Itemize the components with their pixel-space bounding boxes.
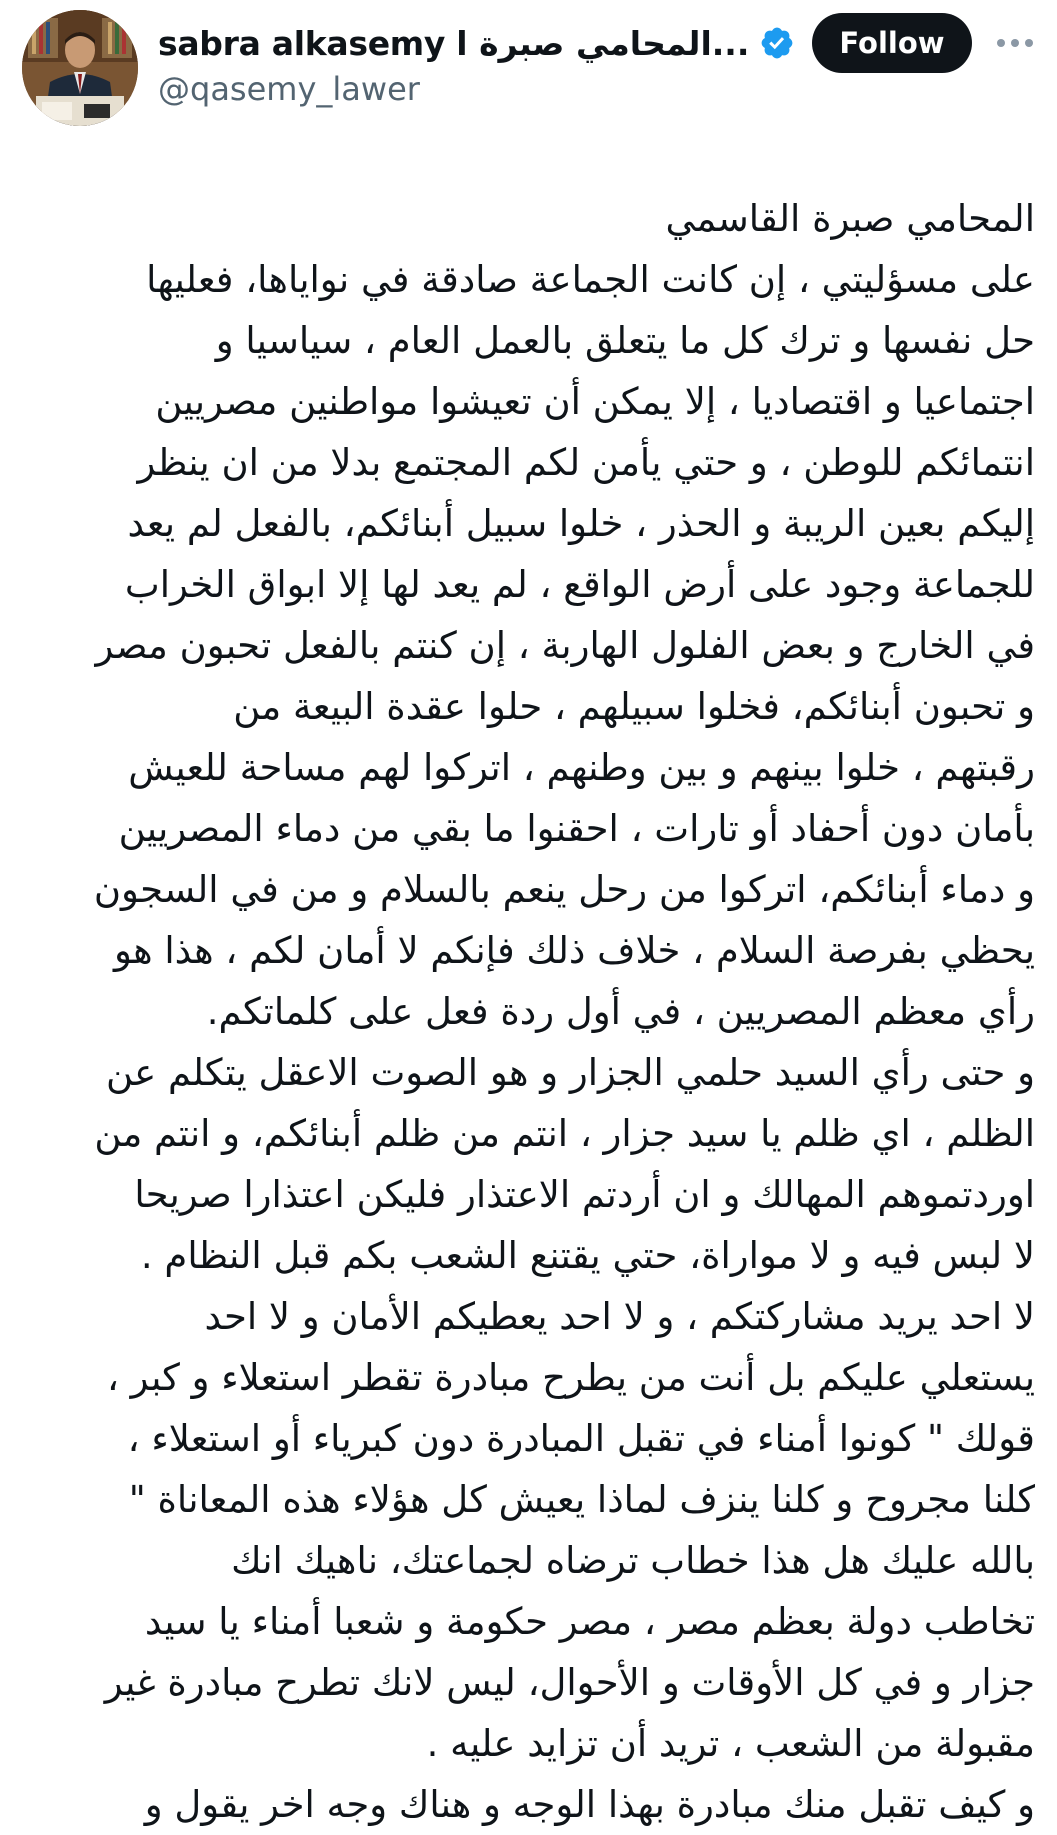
tweet-header: [0, 0, 1057, 140]
author-name-row: [158, 18, 795, 68]
tweet-line: المحامي صبرة القاسمي: [665, 197, 1035, 240]
tweet-line: الظلم ، اي ظلم يا سيد جزار ، انتم من ظلم أبنائكم، و انتم من: [94, 1112, 1035, 1155]
tweet-line: رقبتهم ، خلوا بينهم و بين وطنهم ، اتركوا لهم مساحة للعيش: [128, 746, 1035, 789]
tweet-line: حل نفسها و ترك كل ما يتعلق بالعمل العام ، سياسيا و: [215, 319, 1035, 362]
tweet-line: في الخارج و بعض الفلول الهاربة ، إن كنتم بالفعل تحبون مصر: [95, 624, 1035, 667]
tweet-line: كلنا مجروح و كلنا ينزف لماذا يعيش كل هؤلاء هذه المعاناة ": [128, 1478, 1035, 1521]
tweet-line: رأي معظم المصريين ، في أول ردة فعل على كلماتكم.: [206, 990, 1035, 1033]
tweet-line: مقبولة من الشعب ، تريد أن تزايد عليه .: [426, 1722, 1035, 1765]
tweet-line: و تحبون أبنائكم، فخلوا سبيلهم ، حلوا عقدة البيعة من: [233, 685, 1035, 728]
tweet-line: تخاطب دولة بعظم مصر ، مصر حكومة و شعبا أمناء يا سيد: [144, 1600, 1035, 1643]
tweet-line: قولك " كونوا أمناء في تقبل المبادرة دون كبرياء أو استعلاء ،: [127, 1417, 1035, 1460]
more-horizontal-icon[interactable]: [992, 26, 1038, 60]
tweet-line: و دماء أبنائكم، اتركوا من رحل ينعم بالسلام و من في السجون: [93, 868, 1035, 911]
tweet-line: جزار و في كل الأوقات و الأحوال، ليس لانك تطرح مبادرة غير: [104, 1661, 1035, 1704]
tweet-line: بأمان دون أحفاد أو تارات ، احقنوا ما بقي من دماء المصريين: [118, 807, 1035, 850]
tweet-line: اوردتموهم المهالك و ان أردتم الاعتذار فليكن اعتذارا صريحا: [134, 1173, 1035, 1216]
tweet-line: يحظي بفرصة السلام ، خلاف ذلك فإنكم لا أمان لكم ، هذا هو: [114, 929, 1035, 972]
tweet-line: و حتى رأي السيد حلمي الجزار و هو الصوت الاعقل يتكلم عن: [105, 1051, 1035, 1094]
tweet-line: يستعلي عليكم بل أنت من يطرح مبادرة تقطر استعلاء و كبر ،: [106, 1356, 1035, 1399]
tweet-line: للجماعة وجود على أرض الواقع ، لم يعد لها إلا ابواق الخراب: [124, 563, 1035, 606]
follow-button[interactable]: Follow: [812, 13, 972, 73]
tweet-line: انتمائكم للوطن ، و حتي يأمن لكم المجتمع بدلا من ان ينظر: [137, 441, 1035, 484]
profile-photo-icon: [22, 10, 138, 126]
avatar[interactable]: [22, 10, 138, 126]
verified-badge-icon: [759, 25, 795, 61]
tweet-line: إليكم بعين الريبة و الحذر ، خلوا سبيل أبنائكم، بالفعل لم يعد: [127, 502, 1035, 545]
author-handle[interactable]: @qasemy_lawer: [158, 70, 420, 108]
tweet-line: لا لبس فيه و لا مواراة، حتي يقتنع الشعب بكم قبل النظام .: [140, 1234, 1035, 1277]
tweet-line: و كيف تقبل منك مبادرة بهذا الوجه و هناك وجه اخر يقول و: [144, 1783, 1035, 1826]
tweet-line: على مسؤليتي ، إن كانت الجماعة صادقة في نواياها، فعليها: [146, 258, 1035, 301]
tweet-text: [18, 188, 1035, 1835]
author-display-name[interactable]: sabra alkasemy المحامي صبرة ا...: [158, 23, 750, 63]
tweet-line: اجتماعيا و اقتصاديا ، إلا يمكن أن تعيشوا مواطنين مصريين: [155, 380, 1035, 423]
tweet-line: لا احد يريد مشاركتكم ، و لا احد يعطيكم الأمان و لا احد: [204, 1295, 1035, 1338]
tweet-line: بالله عليك هل هذا خطاب ترضاه لجماعتك، ناهيك انك: [231, 1539, 1035, 1582]
